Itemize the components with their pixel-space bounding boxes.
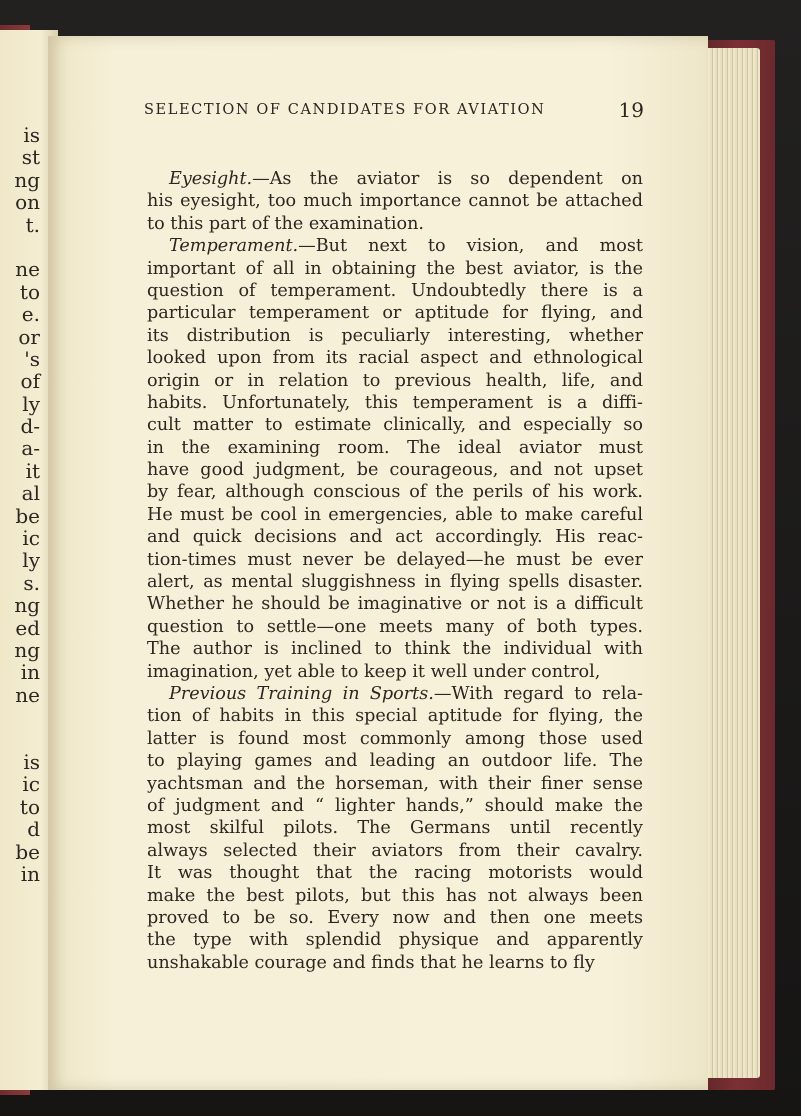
- text-line: habits. Unfortunately, this temperament is a diffi-: [147, 392, 643, 413]
- facing-page-fragment: or: [18, 324, 40, 349]
- facing-page-fragment: ic: [22, 772, 40, 797]
- facing-page-fragment: in: [20, 660, 40, 685]
- text-line: important of all in obtaining the best aviator, is the: [147, 258, 643, 279]
- paragraph-first-line: [147, 168, 643, 190]
- paragraph-heading: Previous Training in Sports.: [169, 683, 434, 704]
- text-line: cult matter to estimate clinically, and especially so: [147, 415, 643, 436]
- facing-page-fragment: to: [19, 794, 40, 819]
- text-line: its distribution is peculiarly interesting, whether: [147, 325, 643, 346]
- facing-page-fragment: t.: [25, 212, 40, 237]
- paragraph-text: —With regard to rela-: [433, 683, 643, 704]
- facing-page-fragment: d: [27, 817, 40, 842]
- facing-page-fragment: e.: [21, 302, 40, 327]
- text-line: his eyesight, too much importance cannot be attached: [147, 191, 643, 212]
- text-line: question of temperament. Undoubtedly there is a: [147, 280, 643, 301]
- facing-page-fragment: ly: [22, 548, 40, 573]
- body-text: [147, 168, 643, 974]
- text-line: to this part of the examination.: [147, 213, 424, 234]
- facing-page-fragment: ne: [15, 257, 40, 282]
- page-number: 19: [618, 98, 644, 122]
- facing-page-fragment: [0, 729, 40, 751]
- text-line: imagination, yet able to keep it well under control,: [147, 661, 601, 682]
- paragraph-first-line: [147, 683, 643, 705]
- text-line: alert, as mental sluggishness in flying spells disaster.: [147, 572, 643, 593]
- text-line: the type with splendid physique and apparently: [147, 930, 643, 951]
- text-line: looked upon from its racial aspect and ethnological: [147, 348, 643, 369]
- text-line: and quick decisions and act accordingly. His reac-: [147, 527, 643, 548]
- facing-page-fragment: [0, 706, 40, 728]
- paragraph-temperament: [147, 235, 643, 683]
- facing-page-fragment: ng: [14, 593, 40, 618]
- text-line: tion of habits in this special aptitude for flying, the: [147, 706, 643, 727]
- facing-page-fragment: on: [15, 190, 40, 215]
- text-line: The author is inclined to think the individual with: [147, 639, 643, 660]
- facing-page-fragment: to: [19, 279, 40, 304]
- text-line: Whether he should be imaginative or not is a difficult: [147, 594, 643, 615]
- facing-page-fragment: ed: [15, 615, 40, 640]
- text-line: yachtsman and the horseman, with their finer sense: [147, 773, 643, 794]
- facing-page-fragment: be: [15, 839, 40, 864]
- text-line: to playing games and leading an outdoor life. The: [147, 751, 643, 772]
- text-line: by fear, although conscious of the perils of his work.: [147, 482, 643, 503]
- paragraph-text: —As the aviator is so dependent on: [252, 169, 643, 189]
- facing-page-fragment: ly: [22, 391, 40, 416]
- paragraph-previous-training: [147, 683, 643, 974]
- text-line: He must be cool in emergencies, able to make careful: [147, 504, 643, 525]
- text-line: tion-times must never be delayed—he must be ever: [147, 549, 643, 570]
- facing-page-fragment: be: [15, 503, 40, 528]
- text-line: It was thought that the racing motorists would: [147, 863, 643, 884]
- facing-page-fragment: st: [21, 145, 40, 170]
- running-title: SELECTION OF CANDIDATES FOR AVIATION: [144, 102, 546, 118]
- text-line: latter is found most commonly among those used: [147, 728, 643, 749]
- facing-page-fragment: in: [20, 861, 40, 886]
- text-line: have good judgment, be courageous, and not upset: [147, 460, 643, 481]
- text-line: in the examining room. The ideal aviator must: [147, 437, 643, 458]
- facing-page-fragment: ng: [14, 637, 40, 662]
- facing-page-fragment: s.: [23, 570, 40, 595]
- facing-page-fragment: [0, 236, 40, 258]
- facing-page-fragment: is: [23, 749, 40, 774]
- facing-page-fragment: ne: [15, 682, 40, 707]
- paragraph-first-line: [147, 235, 643, 257]
- paragraph-eyesight: [147, 168, 643, 235]
- text-line: proved to be so. Every now and then one meets: [147, 907, 643, 928]
- text-line: always selected their aviators from their cavalry.: [147, 840, 643, 861]
- text-line: particular temperament or aptitude for flying, and: [147, 303, 643, 324]
- paragraph-heading: Eyesight.: [169, 169, 253, 189]
- text-line: unshakable courage and finds that he learns to fly: [147, 952, 595, 973]
- facing-page-fragment: al: [21, 481, 40, 506]
- paragraph-heading: Temperament.: [169, 236, 299, 257]
- facing-page-fragment: d-: [20, 414, 40, 439]
- facing-page-fragment: ic: [22, 526, 40, 551]
- facing-page-fragment: it: [25, 458, 40, 483]
- text-line: of judgment and “ lighter hands,” should make the: [147, 795, 643, 816]
- text-line: most skilful pilots. The Germans until recently: [147, 818, 643, 839]
- text-line: question to settle—one meets many of both types.: [147, 616, 643, 637]
- paragraph-text: —But next to vision, and most: [298, 236, 643, 257]
- text-line: make the best pilots, but this has not always been: [147, 885, 643, 906]
- facing-page-text: [0, 124, 40, 885]
- book-page: [48, 36, 708, 1090]
- text-line: origin or in relation to previous health, life, and: [147, 370, 643, 391]
- facing-page-fragment: 's: [24, 346, 40, 371]
- facing-page-fragment: of: [20, 369, 40, 394]
- facing-page-fragment: is: [23, 123, 40, 147]
- facing-page-fragment: ng: [14, 167, 40, 192]
- facing-page-fragment: a-: [21, 436, 40, 461]
- running-head: [144, 98, 644, 128]
